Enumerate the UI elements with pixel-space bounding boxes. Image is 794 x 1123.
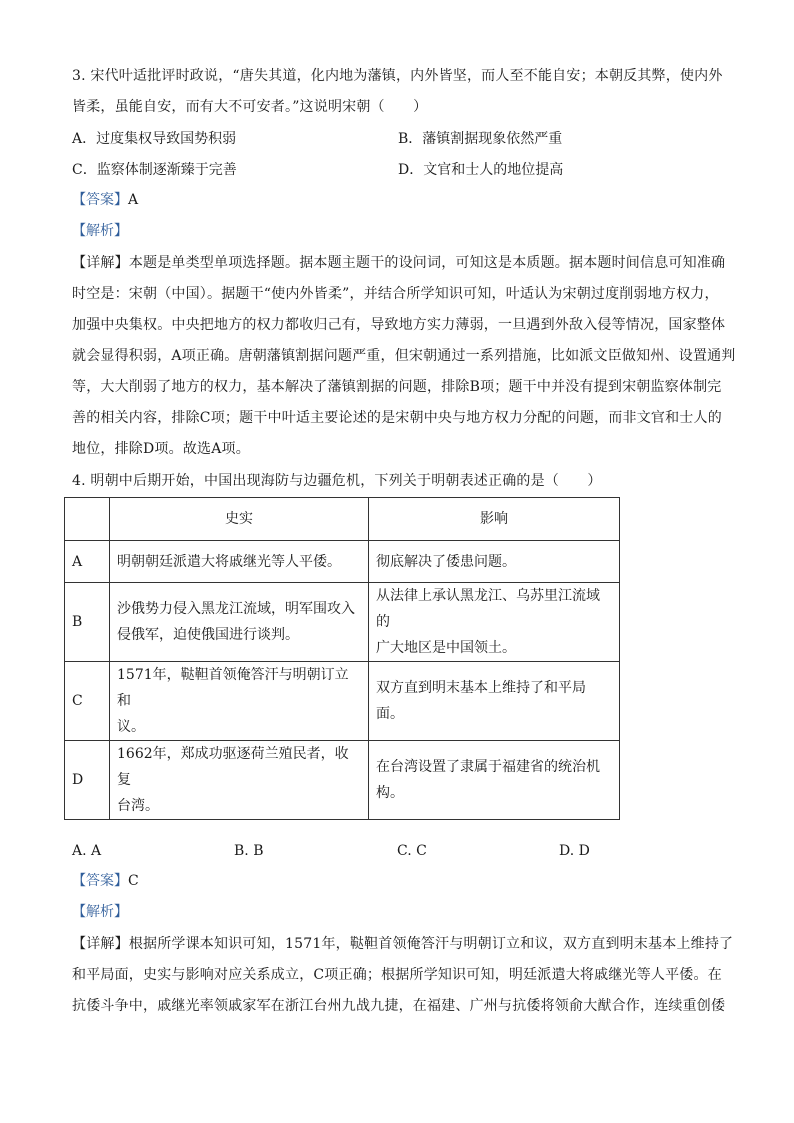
- q4-option-c: C. C: [397, 843, 427, 859]
- q3-analysis: 【解析】: [72, 223, 128, 239]
- answer-value: C: [128, 873, 139, 889]
- q4-option-a: A. A: [72, 843, 102, 859]
- row-effect: 双方直到明末基本上维持了和平局面。: [369, 662, 620, 741]
- q3-answer: 【答案】A: [72, 192, 139, 208]
- q3-stem-line-1: 3. 宋代叶适批评时政说，“唐失其道，化内地为藩镇，内外皆坚，而人至不能自安；本朝反其弊，使内外: [72, 68, 723, 84]
- row-key: A: [65, 541, 110, 583]
- q3-detail-line-1: 【详解】本题是单类型单项选择题。据本题主题干的设问词，可知这是本质题。据本题时间信息可知准确: [72, 255, 726, 271]
- row-key: C: [65, 662, 110, 741]
- q3-option-d: D．文官和士人的地位提高: [398, 162, 564, 178]
- q4-table: [64, 497, 620, 820]
- q4-answer: 【答案】C: [72, 873, 139, 889]
- q3-detail-line-4: 就会显得积弱，A项正确。唐朝藩镇割据问题严重，但宋朝通过一系列措施，比如派文臣做知州、设置通判: [72, 348, 736, 364]
- q4-detail-line-2: 和平局面，史实与影响对应关系成立，C项正确；根据所学知识可知，明廷派遣大将戚继光等人平倭。在: [72, 967, 722, 983]
- q3-detail-line-2: 时空是：宋朝（中国）。据题干“使内外皆柔”，并结合所学知识可知，叶适认为宋朝过度削弱地方权力，: [72, 286, 719, 302]
- table-row: [65, 662, 620, 741]
- table-row: [65, 541, 620, 583]
- answer-tag: 答案: [86, 192, 114, 208]
- row-effect: 从法律上承认黑龙江、乌苏里江流域的 广大地区是中国领土。: [369, 583, 620, 662]
- detail-tag: 详解: [86, 936, 115, 952]
- q4-stem: 4. 明朝中后期开始，中国出现海防与边疆危机，下列关于明朝表述正确的是（ ）: [72, 473, 602, 489]
- table-header-fact: 史实: [110, 498, 369, 541]
- table-header-effect: 影响: [369, 498, 620, 541]
- row-effect: 彻底解决了倭患问题。: [369, 541, 620, 583]
- q3-detail-line-3: 加强中央集权。中央把地方的权力都收归己有，导致地方实力薄弱，一旦遇到外敌入侵等情况，国家整体: [72, 317, 726, 333]
- q3-detail-line-6: 善的相关内容，排除C项；题干中叶适主要论述的是宋朝中央与地方权力分配的问题，而非文官和士人的: [72, 410, 722, 426]
- q3-option-c: C．监察体制逐渐臻于完善: [72, 162, 237, 178]
- table-header-key: [65, 498, 110, 541]
- row-effect: 在台湾设置了隶属于福建省的统治机 构。: [369, 741, 620, 820]
- analysis-tag: 解析: [86, 223, 114, 239]
- q3-option-a: A．过度集权导致国势积弱: [72, 131, 237, 147]
- row-fact: 沙俄势力侵入黑龙江流域，明军围攻入 侵俄军，迫使俄国进行谈判。: [110, 583, 369, 662]
- q3-stem-line-2: 皆柔，虽能自安，而有大不可安者。”这说明宋朝（ ）: [72, 99, 428, 115]
- q3-option-b: B．藩镇割据现象依然严重: [398, 131, 563, 147]
- row-fact: 明朝朝廷派遣大将戚继光等人平倭。: [110, 541, 369, 583]
- detail-tag: 详解: [86, 255, 115, 271]
- row-fact: 1571年，鞑靼首领俺答汗与明朝订立和 议。: [110, 662, 369, 741]
- row-key: B: [65, 583, 110, 662]
- q3-detail-line-5: 等，大大削弱了地方的权力，基本解决了藩镇割据的问题，排除B项；题干中并没有提到宋朝监察体制完: [72, 379, 722, 395]
- table-row: [65, 741, 620, 820]
- row-fact: 1662年，郑成功驱逐荷兰殖民者，收复 台湾。: [110, 741, 369, 820]
- answer-tag: 答案: [86, 873, 114, 889]
- q4-option-b: B. B: [234, 843, 264, 859]
- table-header-row: [65, 498, 620, 541]
- q4-option-d: D. D: [559, 843, 590, 859]
- answer-value: A: [128, 192, 139, 208]
- q4-detail-line-1: 【详解】根据所学课本知识可知，1571年，鞑靼首领俺答汗与明朝订立和议，双方直到明末基本上维持了: [72, 936, 734, 952]
- q4-detail-line-3: 抗倭斗争中，戚继光率领戚家军在浙江台州九战九捷，在福建、广州与抗倭将领俞大猷合作，连续重创倭: [72, 998, 726, 1014]
- q3-detail-line-7: 地位，排除D项。故选A项。: [72, 441, 250, 457]
- q4-analysis: 【解析】: [72, 904, 128, 920]
- table-row: [65, 583, 620, 662]
- row-key: D: [65, 741, 110, 820]
- analysis-tag: 解析: [86, 904, 114, 920]
